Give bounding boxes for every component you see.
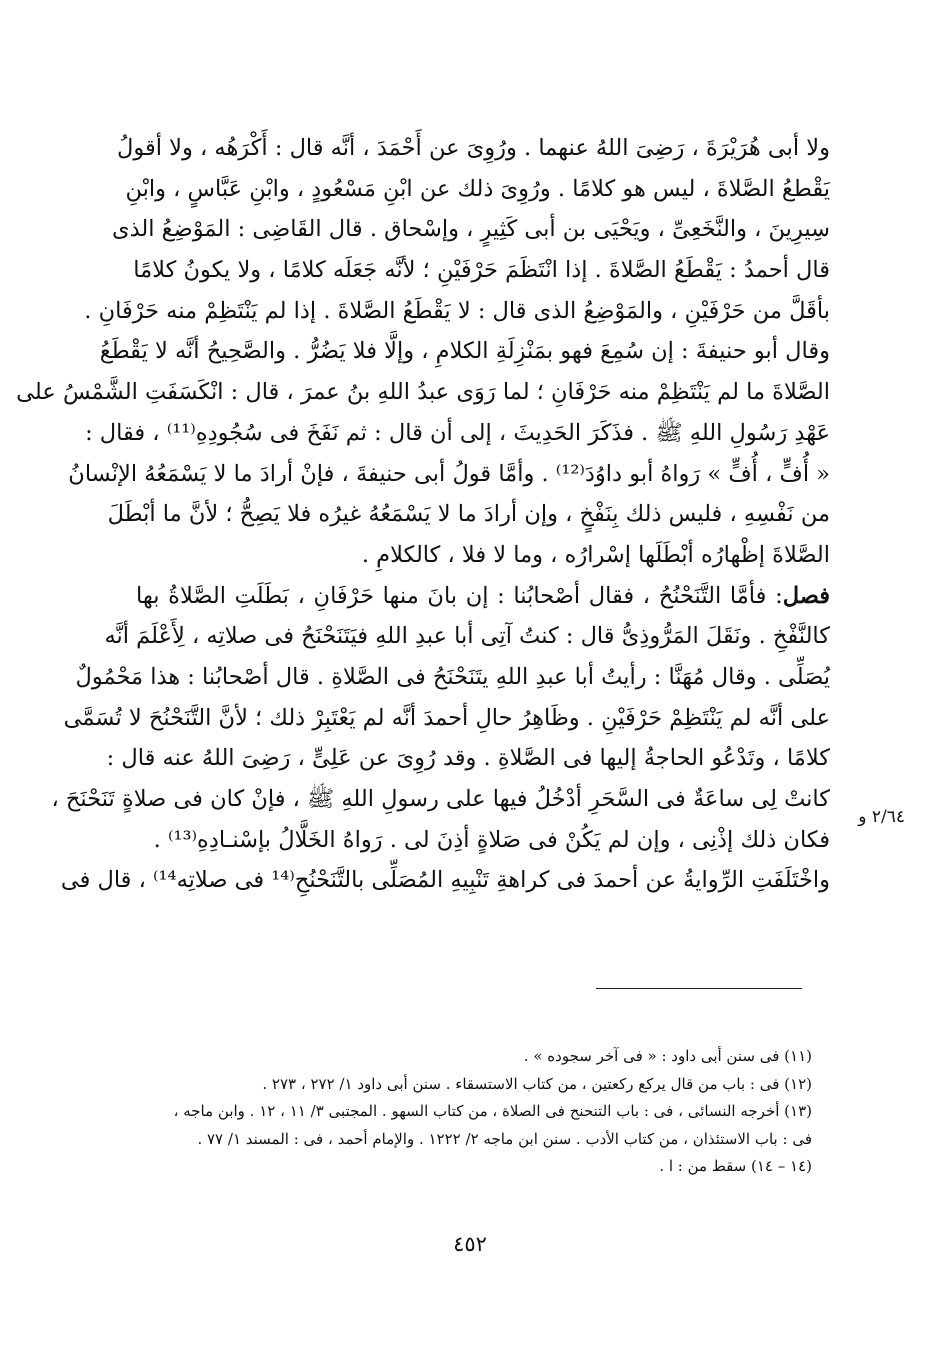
text-line: وقال أبو حنيفةَ : إن سُمِعَ فهو بمَنْزِلَةِ الكلامِ ، وإلَّا فلا يَضُرُّ . والصَّحِيحُ أنَّه لا يَقْطَعُ bbox=[99, 338, 830, 365]
footnote-line: (١٣) أخرجه النسائى ، فى : باب التنحنح فى الصلاة ، من كتاب السهو . المجتبى ٣/ ١١ ، ١٢ . وابن ماجه ، bbox=[173, 1102, 812, 1120]
text-line: واخْتَلَفَتِ الرِّوايةُ عن أحمدَ فى كراهةِ تَنْبِيهِ المُصَلِّى بالتَّنَحْنُحِ⁽¹⁴ فى صلاتِه¹⁴⁾ ، قال فى bbox=[60, 867, 830, 894]
main-text-block bbox=[16, 128, 830, 901]
text-line: على أنَّه لم يَنْتَظِمْ حَرْفَيْنِ . وظَاهِرُ حالِ أحمدَ أنَّه لم يَعْتَبِرْ ذلك ؛ لأنَّ التَّنَحْنُحَ لا تُسَمَّى bbox=[63, 704, 830, 731]
text-line: بأقَلَّ من حَرْفَيْنِ ، والمَوْضِعُ الذى قال : لا يَقْطَعُ الصَّلاةَ . إذا لم يَنْتَظِمْ منه حَرْفَانِ . bbox=[84, 297, 830, 324]
footnote-line: (١١) فى سنن أبى داود : « فى آخر سجوده » . bbox=[523, 1047, 812, 1065]
footnote-separator bbox=[596, 988, 802, 989]
text-line: عَهْدِ رَسُولِ اللهِ ﷺ . فذَكَرَ الحَدِيثَ ، إلى أن قال : ثم نَفَخَ فى سُجُودِهِ⁽¹¹⁾ ، فقال : bbox=[85, 419, 830, 446]
text-line: كالنَّفْخِ . ونَقَلَ المَرُّوذِىُّ قال : كنتُ آتِى أبا عبدِ اللهِ فيَتَنَحْنَحُ فى صلاتِه ، لِأَعْلَمَ أنَّه bbox=[104, 623, 830, 650]
text-line: يُصَلِّى . وقال مُهَنَّا : رأيتُ أبا عبدِ اللهِ يتَنَحْنَحُ فى الصَّلاةِ . قال أصْحابُنا : هذا مَحْمُولٌ bbox=[75, 663, 830, 690]
text-line: الصَّلاةَ إظْهارُه أبْطَلَها إسْرارُه ، وما لا فلا ، كالكلامِ . bbox=[361, 541, 830, 568]
text-line bbox=[136, 576, 830, 617]
text-line: سِيرِينَ ، والنَّخَعِىِّ ، ويَحْيَى بن أبى كَثِيرٍ ، وإسْحاق . قال القَاضِى : المَوْضِعُ الذى bbox=[111, 216, 830, 243]
footnotes-block bbox=[118, 1043, 812, 1181]
text-line: كانتْ لِى ساعَةٌ فى السَّحَرِ أدْخُلُ فيها على رسولِ اللهِ ﷺ ، فإنْ كان فى صلاةٍ تَنَحْنَحَ ، bbox=[51, 786, 830, 812]
manuscript-folio-marker: ٢/٦٤ و bbox=[858, 807, 905, 827]
text-line: « أُفٍّ ، أُفٍّ » رَواهُ أبو داوُدَ⁽¹²⁾ . وأمَّا قولُ أبى حنيفةَ ، فإنْ أرادَ ما لا يَسْمَعُهُ الإنْسانُ bbox=[68, 460, 830, 487]
footnote-line: (١٤ – ١٤) سقط من : ا . bbox=[659, 1157, 812, 1175]
text-line: يَقْطعُ الصَّلاةَ ، ليس هو كلامًا . ورُوِىَ ذلك عن ابْنِ مَسْعُودٍ ، وابْنِ عَبَّاسٍ ، وابْنِ bbox=[125, 175, 830, 202]
page-number: ٤٥٢ bbox=[453, 1232, 487, 1256]
footnote-line: فى : باب الاستئذان ، من كتاب الأدب . سنن ابن ماجه ٢/ ١٢٢٢ . والإمام أحمد ، فى : المسند ١/ ٧٧ . bbox=[197, 1129, 812, 1148]
section-heading-fasl: فصل bbox=[782, 582, 830, 609]
text-line: كلامًا ، وتَدْعُو الحاجةُ إليها فى الصَّلاةِ . وقد رُوِىَ عن عَلِىٍّ ، رَضِىَ اللهُ عنه قال : bbox=[106, 745, 830, 772]
footnote-line: (١٢) فى : باب من قال يركع ركعتين ، من كتاب الاستسقاء . سنن أبى داود ١/ ٢٧٢ ، ٢٧٣ . bbox=[262, 1074, 812, 1093]
text-line: الصَّلاةَ ما لم يَنْتَظِمْ منه حَرْفَانِ ؛ لما رَوَى عبدُ اللهِ بنُ عمرَ ، قال : انْكَسَفَتِ الشَّمْسُ على bbox=[16, 379, 830, 406]
text-line-content: : فأمَّا التَّنَحْنُحُ ، فقال أصْحابُنا : إن بانَ منها حَرْفَانِ ، بَطَلَتِ الصَّلاةُ بها bbox=[136, 582, 783, 609]
text-line: قال أحمدُ : يَقْطَعُ الصَّلاةَ . إذا انْتَظَمَ حَرْفَيْنِ ؛ لأنَّه جَعَلَه كلامًا ، ولا يكونُ كلامًا bbox=[133, 257, 830, 284]
text-line: ولا أبى هُرَيْرَةَ ، رَضِىَ اللهُ عنهما . ورُوِىَ عن أَحْمَدَ ، أنَّه قال : أَكْرَهُه ، ولا أقولُ bbox=[116, 135, 830, 161]
text-line: فكان ذلك إذْنِى ، وإن لم يَكُنْ فى صَلاةٍ أذِنَ لى . رَواهُ الخَلَّالُ بإسْنـادِهِ⁽¹³⁾ . bbox=[153, 826, 830, 853]
text-line: من نَفْسِهِ ، فليس ذلك بِنَفْخٍ ، وإن أرادَ ما لا يَسْمَعُهُ غيرُه فلا يَصِحُّ ؛ لأنَّ ما أبْطَلَ bbox=[107, 501, 830, 528]
